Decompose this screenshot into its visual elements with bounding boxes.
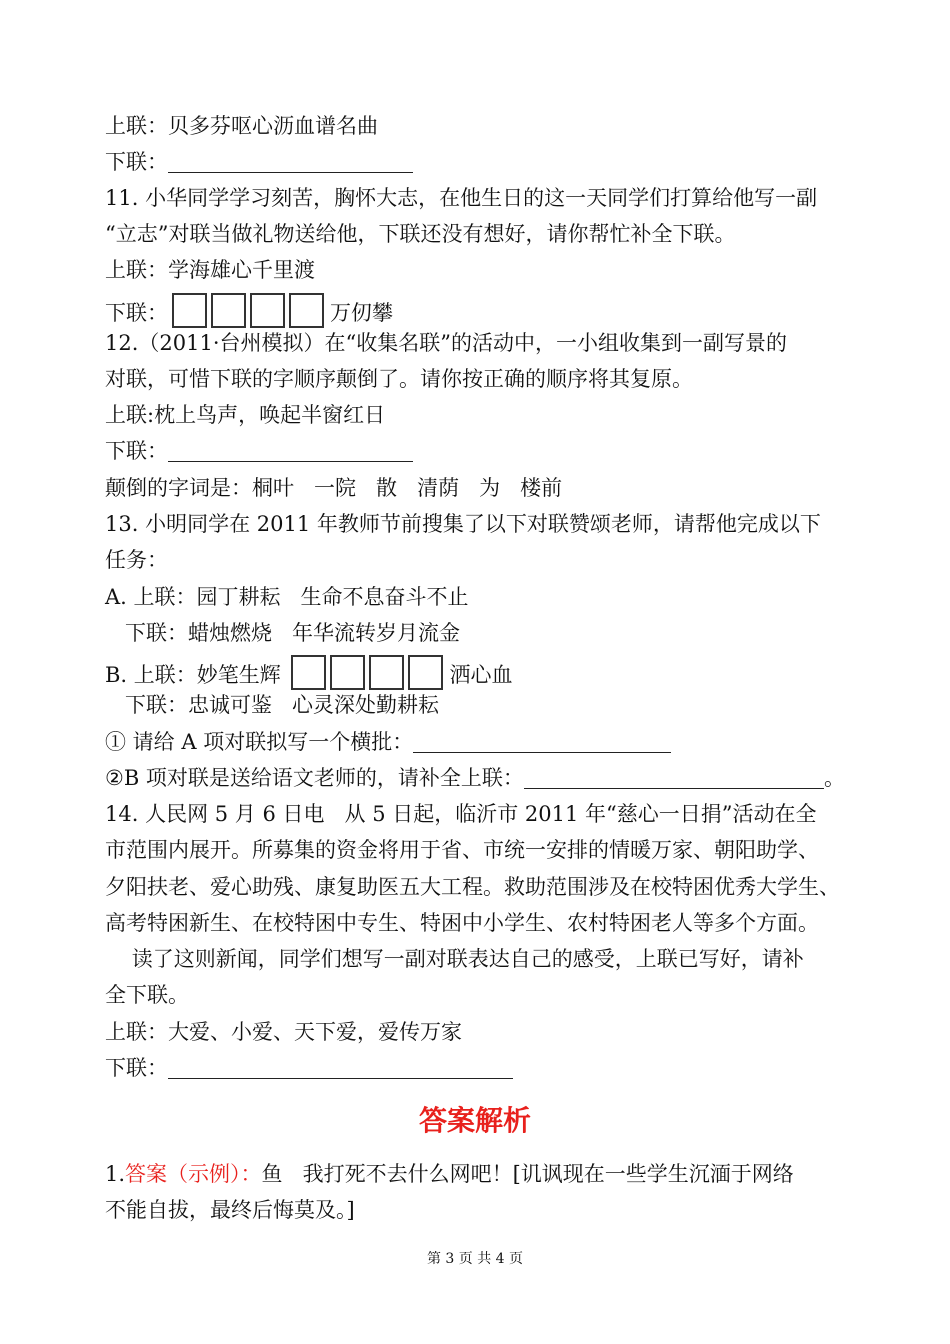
answer-box[interactable] bbox=[289, 293, 324, 328]
answer-line-q13b: B. 上联：妙笔生辉 洒心血 bbox=[105, 655, 512, 690]
answer-box[interactable] bbox=[330, 655, 365, 690]
blank-line[interactable] bbox=[413, 732, 671, 753]
text-line: 对联，可惜下联的字顺序颠倒了。请你按正确的顺序将其复原。 bbox=[105, 367, 693, 391]
answer-box[interactable] bbox=[172, 293, 207, 328]
answer-line-q13-2: ②B 项对联是送给语文老师的，请补全上联： 。 bbox=[105, 766, 845, 790]
question-13: 13. 小明同学在 2011 年教师节前搜集了以下对联赞颂老师，请帮他完成以下 bbox=[105, 512, 821, 536]
answer-line-q10: 下联： bbox=[105, 148, 413, 176]
answer-1: 1.答案（示例）：鱼 我打死不去什么网吧！[讥讽现在一些学生沉湎于网络 bbox=[105, 1162, 794, 1186]
text-line: 下联：蜡烛燃烧 年华流转岁月流金 bbox=[105, 621, 461, 645]
answer-box[interactable] bbox=[211, 293, 246, 328]
text-line: 不能自拔，最终后悔莫及。] bbox=[105, 1198, 355, 1222]
answer-line-q12: 下联： bbox=[105, 437, 413, 465]
text-line: 上联：贝多芬呕心沥血谱名曲 bbox=[105, 114, 378, 138]
text-line: A. 上联：园丁耕耘 生命不息奋斗不止 bbox=[105, 585, 469, 609]
answer-boxes bbox=[291, 655, 447, 690]
page-footer: 第 3 页 共 4 页 bbox=[426, 1251, 524, 1267]
text-line: 上联：大爱、小爱、天下爱，爱传万家 bbox=[105, 1020, 462, 1044]
answer-line-q11: 下联： 万仞攀 bbox=[105, 293, 393, 328]
answer-box[interactable] bbox=[291, 655, 326, 690]
blank-line[interactable] bbox=[168, 152, 413, 173]
answer-label: 答案（示例）： bbox=[125, 1162, 262, 1186]
text-line: 颠倒的字词是：桐叶 一院 散 清荫 为 楼前 bbox=[105, 476, 563, 500]
text-line: 上联:枕上鸟声，唤起半窗红日 bbox=[105, 403, 386, 427]
blank-line[interactable] bbox=[168, 1058, 513, 1079]
text-line: 夕阳扶老、爱心助残、康复助医五大工程。救助范围涉及在校特困优秀大学生、 bbox=[105, 875, 840, 899]
question-14: 14. 人民网 5 月 6 日电 从 5 日起，临沂市 2011 年“慈心一日捐”活动在全 bbox=[105, 802, 817, 826]
text-line: 全下联。 bbox=[105, 983, 189, 1007]
blank-line[interactable] bbox=[524, 768, 824, 789]
text-line: 任务： bbox=[105, 548, 168, 572]
answer-box[interactable] bbox=[369, 655, 404, 690]
question-12: 12.（2011·台州模拟）在“收集名联”的活动中，一小组收集到一副写景的 bbox=[105, 331, 787, 355]
text-line: 高考特困新生、在校特困中专生、特困中小学生、农村特困老人等多个方面。 bbox=[105, 911, 819, 935]
answer-box[interactable] bbox=[250, 293, 285, 328]
text-line: “立志”对联当做礼物送给他，下联还没有想好，请你帮忙补全下联。 bbox=[105, 222, 736, 246]
text-line: 上联：学海雄心千里渡 bbox=[105, 258, 315, 282]
answer-box[interactable] bbox=[408, 655, 443, 690]
text-line: 市范围内展开。所募集的资金将用于省、市统一安排的情暖万家、朝阳助学、 bbox=[105, 838, 819, 862]
answer-line-q13-1: ① 请给 A 项对联拟写一个横批： bbox=[105, 728, 671, 756]
question-11: 11. 小华同学学习刻苦，胸怀大志，在他生日的这一天同学们打算给他写一副 bbox=[105, 186, 818, 210]
answer-section-title: 答案解析 bbox=[418, 1104, 531, 1137]
text-line: 读了这则新闻，同学们想写一副对联表达自己的感受，上联已写好，请补 bbox=[105, 947, 804, 971]
answer-line-q14: 下联： bbox=[105, 1054, 513, 1082]
text-line: 下联：忠诚可鉴 心灵深处勤耕耘 bbox=[105, 693, 440, 717]
answer-boxes bbox=[172, 293, 328, 328]
blank-line[interactable] bbox=[168, 441, 413, 462]
